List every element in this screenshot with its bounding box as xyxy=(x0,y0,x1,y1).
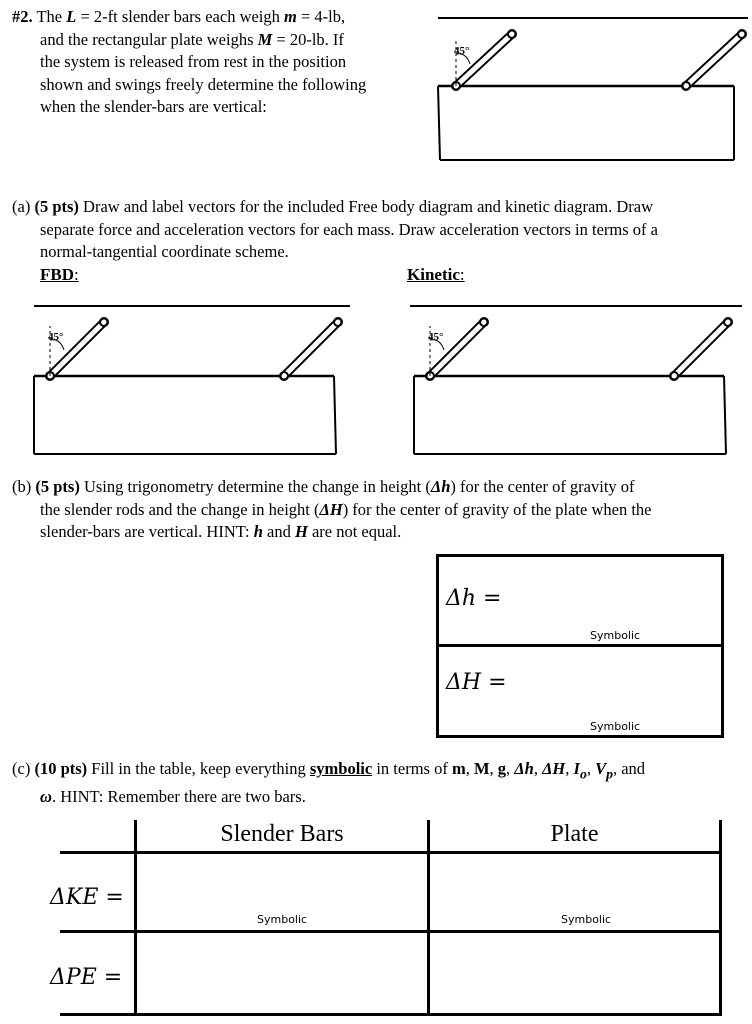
part-a-line-3: normal-tangential coordinate scheme. xyxy=(40,242,289,261)
delta-h-symbolic-label: Symbolic xyxy=(590,629,641,642)
problem-line-4: shown and swings freely determine the following xyxy=(40,74,367,94)
delta-pe-label: ΔPE = xyxy=(50,965,123,990)
part-c-line-2: ω. HINT: Remember there are two bars. xyxy=(40,786,306,806)
delta-H-equation: ΔH = xyxy=(446,670,507,695)
problem-statement xyxy=(12,6,366,119)
table-hline-3 xyxy=(60,1013,722,1016)
fbd-label: FBD: xyxy=(40,265,79,284)
problem-line-2: and the rectangular plate weighs M = 20-lb. If xyxy=(40,29,344,49)
answer-box-divider xyxy=(436,644,724,647)
part-c-text xyxy=(12,758,645,808)
part-b-line-3: slender-bars are vertical. HINT: h and H are not equal. xyxy=(40,522,402,541)
part-b-line-2: the slender rods and the change in height (ΔH) for the center of gravity of the plate when the xyxy=(40,499,652,519)
kinetic-figure xyxy=(406,300,746,456)
kinetic-angle-label: 45° xyxy=(428,331,444,343)
pe-slender-cell[interactable] xyxy=(137,933,427,1013)
table-header-slender-bars: Slender Bars xyxy=(220,821,344,847)
angle-label: 45° xyxy=(454,45,470,57)
kinetic-label: Kinetic: xyxy=(407,265,465,284)
part-a-line-1: (a) (5 pts) Draw and label vectors for the included Free body diagram and kinetic diagram. Draw xyxy=(12,197,654,216)
table-vline-3 xyxy=(719,820,722,1016)
part-a-line-2: separate force and acceleration vectors for each mass. Draw acceleration vectors in terms of a xyxy=(40,219,658,239)
problem-line-1: #2. The L = 2-ft slender bars each weigh m = 4-lb, xyxy=(12,7,346,26)
fbd-figure xyxy=(30,300,352,456)
pe-plate-cell[interactable] xyxy=(430,933,719,1013)
part-c-line-1: (c) (10 pts) Fill in the table, keep everything symbolic in terms of m, M, g, Δh, ΔH, $I_o$, $V_p$, and xyxy=(12,759,646,782)
part-b-line-1: (b) (5 pts) Using trigonometry determine the change in height (Δh) for the center of gravity of xyxy=(12,477,635,496)
fbd-angle-label: 45° xyxy=(48,331,64,343)
delta-H-symbolic-label: Symbolic xyxy=(590,720,641,733)
part-b-text xyxy=(12,476,651,544)
problem-line-3: the system is released from rest in the position xyxy=(40,52,347,71)
problem-line-5: when the slender-bars are vertical: xyxy=(40,97,267,116)
ke-slender-symbolic-label: Symbolic xyxy=(257,913,308,926)
table-header-plate: Plate xyxy=(550,821,599,847)
delta-h-equation: Δh = xyxy=(446,586,502,611)
mechanism-figure-main xyxy=(434,10,750,162)
delta-ke-label: ΔKE = xyxy=(50,885,124,910)
part-a-text xyxy=(12,196,658,264)
ke-plate-symbolic-label: Symbolic xyxy=(561,913,612,926)
